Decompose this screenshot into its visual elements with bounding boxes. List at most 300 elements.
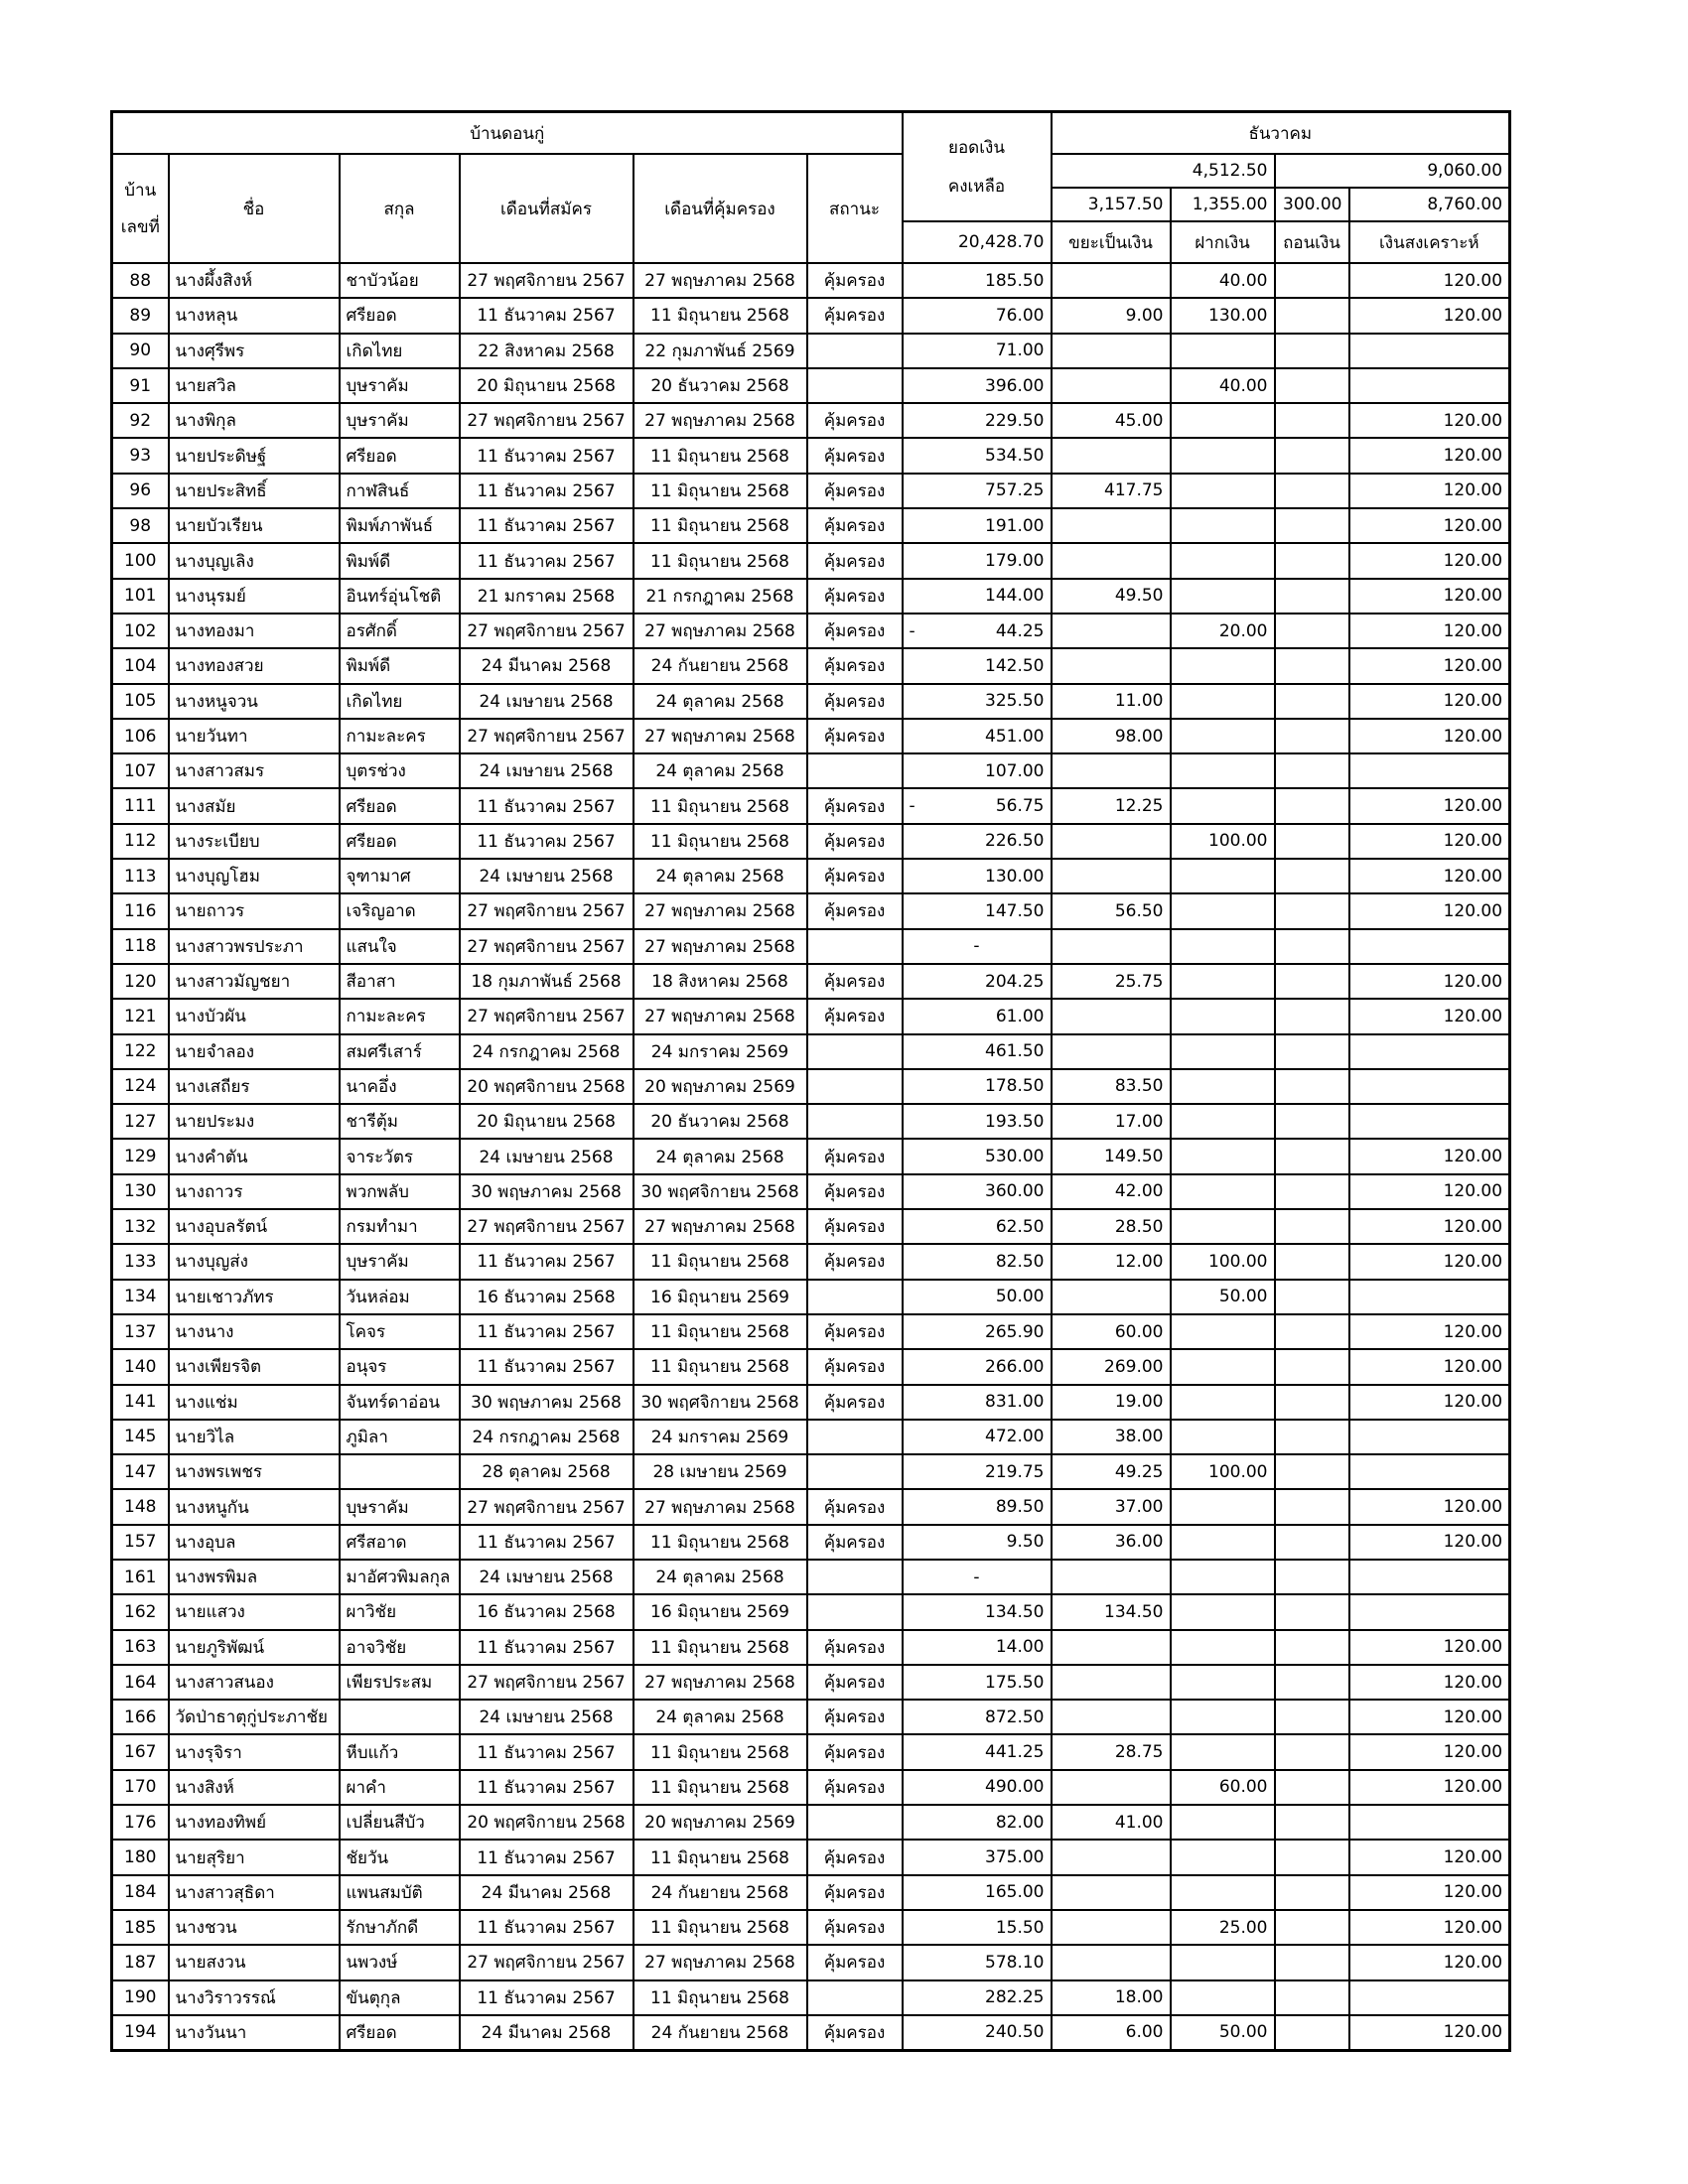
name-cell: นางอุบล [169,1525,340,1560]
surname-cell: อินทร์อุ่นโชติ [340,579,460,614]
welfare-cell: 120.00 [1349,1525,1510,1560]
welfare-cell: 120.00 [1349,1840,1510,1874]
withdraw-cell [1275,999,1349,1033]
apply-month-cell: 24 เมษายน 2568 [460,1139,633,1173]
table-row [112,1560,1510,1594]
apply-month-header: เดือนที่สมัคร [460,154,633,263]
group1-total: 4,512.50 [1052,154,1275,188]
house-no-cell: 89 [112,298,169,333]
apply-month-cell: 11 ธันวาคม 2567 [460,1734,633,1769]
withdraw-cell [1275,543,1349,578]
surname-cell: บุษราคัม [340,1489,460,1524]
withdraw-cell [1275,684,1349,719]
house-no-cell: 185 [112,1910,169,1945]
house-no-cell: 130 [112,1174,169,1209]
status-cell [807,368,903,403]
waste-money-cell: 37.00 [1052,1489,1171,1524]
name-cell: นางสาวสุธิดา [169,1875,340,1910]
apply-month-cell: 11 ธันวาคม 2567 [460,1770,633,1805]
deposit-cell [1171,1700,1275,1734]
balance-cell [903,719,1052,753]
withdraw-cell [1275,1525,1349,1560]
table-row [112,1069,1510,1104]
deposit-cell [1171,474,1275,508]
welfare-cell [1349,929,1510,964]
name-cell: นางรุจิรา [169,1734,340,1769]
withdraw-cell [1275,788,1349,823]
welfare-cell: 120.00 [1349,1875,1510,1910]
deposit-cell: 40.00 [1171,368,1275,403]
table-row [112,1700,1510,1734]
balance-value: 15.50 [995,1917,1045,1938]
apply-month-cell: 22 สิงหาคม 2568 [460,334,633,368]
withdraw-cell [1275,1910,1349,1945]
welfare-cell: 120.00 [1349,1945,1510,1979]
balance-value: 62.50 [995,1216,1045,1237]
deposit-cell [1171,1734,1275,1769]
balance-cell [903,824,1052,859]
status-cell: คุ้มครอง [807,1945,903,1979]
deposit-total: 1,355.00 [1171,188,1275,221]
balance-value: 204.25 [985,971,1045,992]
name-cell: นางพรพิมล [169,1560,340,1594]
coverage-month-cell: 24 ตุลาคม 2568 [633,859,807,893]
balance-cell [903,1174,1052,1209]
deposit-cell [1171,999,1275,1033]
table-row [112,1034,1510,1069]
name-cell: นายเชาวภัทร [169,1280,340,1314]
surname-cell: รักษาภักดี [340,1910,460,1945]
welfare-cell: 120.00 [1349,1770,1510,1805]
welfare-cell: 120.00 [1349,474,1510,508]
waste-money-cell [1052,1945,1171,1979]
table-row [112,1420,1510,1454]
balance-cell [903,1525,1052,1560]
coverage-month-cell: 11 มิถุนายน 2568 [633,474,807,508]
waste-money-cell [1052,1630,1171,1665]
waste-money-cell [1052,929,1171,964]
balance-value: 50.00 [995,1287,1045,1307]
welfare-cell [1349,1280,1510,1314]
deposit-cell [1171,788,1275,823]
house-no-cell: 116 [112,893,169,928]
apply-month-cell: 27 พฤศจิกายน 2567 [460,263,633,298]
deposit-cell [1171,1805,1275,1840]
apply-month-cell: 24 มีนาคม 2568 [460,648,633,683]
surname-cell: เกิดไทย [340,684,460,719]
status-cell: คุ้มครอง [807,1910,903,1945]
coverage-month-cell: 27 พฤษภาคม 2568 [633,893,807,928]
balance-header-line1: ยอดเงิน [948,138,1005,158]
surname-cell: สมศรีเสาร์ [340,1034,460,1069]
balance-cell [903,368,1052,403]
name-cell: นางสิงห์ [169,1770,340,1805]
house-no-cell: 112 [112,824,169,859]
house-no-cell: 96 [112,474,169,508]
welfare-cell [1349,1594,1510,1629]
house-no-cell: 133 [112,1244,169,1279]
apply-month-cell: 30 พฤษภาคม 2568 [460,1385,633,1420]
welfare-cell: 120.00 [1349,859,1510,893]
coverage-month-cell: 11 มิถุนายน 2568 [633,1349,807,1384]
apply-month-cell: 24 เมษายน 2568 [460,753,633,788]
coverage-month-cell: 28 เมษายน 2569 [633,1454,807,1489]
balance-value: 175.50 [985,1672,1045,1693]
status-cell: คุ้มครอง [807,298,903,333]
coverage-month-cell: 11 มิถุนายน 2568 [633,298,807,333]
name-cell: นายจำลอง [169,1034,340,1069]
balance-value: 831.00 [985,1392,1045,1413]
surname-cell: ผาวิชัย [340,1594,460,1629]
surname-cell: ศรียอด [340,298,460,333]
name-cell: นางสาวสนอง [169,1665,340,1700]
house-no-cell: 111 [112,788,169,823]
deposit-cell [1171,1489,1275,1524]
waste-money-cell [1052,543,1171,578]
status-cell [807,1420,903,1454]
table-header [112,112,1510,264]
name-cell: นายบัวเรียน [169,508,340,543]
balance-value: 89.50 [995,1497,1045,1518]
status-cell: คุ้มครอง [807,614,903,648]
house-no-cell: 176 [112,1805,169,1840]
surname-cell: กรมทำมา [340,1209,460,1244]
welfare-cell: 120.00 [1349,1700,1510,1734]
balance-value: 451.00 [985,726,1045,747]
apply-month-cell: 11 ธันวาคม 2567 [460,543,633,578]
table-row [112,719,1510,753]
balance-cell [903,893,1052,928]
name-cell: นางทองสวย [169,648,340,683]
deposit-cell [1171,1034,1275,1069]
apply-month-cell: 11 ธันวาคม 2567 [460,824,633,859]
status-cell [807,929,903,964]
welfare-cell: 120.00 [1349,579,1510,614]
withdraw-cell [1275,1840,1349,1874]
waste-money-cell [1052,1840,1171,1874]
balance-cell [903,2015,1052,2051]
name-cell: นางบุญเลิง [169,543,340,578]
name-cell: นางสมัย [169,788,340,823]
withdraw-cell [1275,1209,1349,1244]
withdraw-cell [1275,824,1349,859]
surname-cell: นาคอึ่ง [340,1069,460,1104]
waste-money-cell [1052,1700,1171,1734]
surname-cell: ชารีตุ้ม [340,1104,460,1139]
apply-month-cell: 27 พฤศจิกายน 2567 [460,614,633,648]
balance-value: 144.00 [985,586,1045,607]
deposit-cell [1171,1104,1275,1139]
surname-cell: ภูมิลา [340,1420,460,1454]
balance-cell [903,579,1052,614]
house-no-cell: 91 [112,368,169,403]
deposit-cell: 50.00 [1171,2015,1275,2051]
surname-cell: วันหล่อม [340,1280,460,1314]
apply-month-cell: 20 มิถุนายน 2568 [460,368,633,403]
apply-month-cell: 27 พฤศจิกายน 2567 [460,1665,633,1700]
balance-cell [903,1630,1052,1665]
status-cell [807,753,903,788]
waste-money-cell: 28.75 [1052,1734,1171,1769]
apply-month-cell: 11 ธันวาคม 2567 [460,508,633,543]
apply-month-cell: 11 ธันวาคม 2567 [460,474,633,508]
coverage-month-cell: 16 มิถุนายน 2569 [633,1594,807,1629]
name-cell: นายวันทา [169,719,340,753]
deposit-cell [1171,1314,1275,1349]
surname-cell: ขันตุกุล [340,1980,460,2015]
welfare-cell: 120.00 [1349,614,1510,648]
surname-cell: เกิดไทย [340,334,460,368]
withdraw-cell [1275,1420,1349,1454]
status-cell: คุ้มครอง [807,1244,903,1279]
welfare-cell [1349,368,1510,403]
welfare-cell: 120.00 [1349,648,1510,683]
balance-cell [903,1244,1052,1279]
balance-value: 142.50 [985,655,1045,676]
balance-value: 71.00 [995,341,1045,361]
house-no-cell: 137 [112,1314,169,1349]
house-no-cell: 180 [112,1840,169,1874]
waste-money-cell: 9.00 [1052,298,1171,333]
deposit-cell [1171,719,1275,753]
deposit-cell [1171,579,1275,614]
house-no-header [112,154,169,263]
balance-value: 325.50 [985,691,1045,712]
apply-month-cell: 24 กรกฎาคม 2568 [460,1034,633,1069]
waste-money-cell [1052,1280,1171,1314]
welfare-cell: 120.00 [1349,999,1510,1033]
apply-month-cell: 30 พฤษภาคม 2568 [460,1174,633,1209]
withdraw-cell [1275,1734,1349,1769]
deposit-cell [1171,1630,1275,1665]
welfare-cell: 120.00 [1349,1314,1510,1349]
balance-cell [903,1034,1052,1069]
table-row [112,893,1510,928]
surname-cell: เจริญอาด [340,893,460,928]
surname-cell: ศรียอด [340,788,460,823]
balance-cell [903,1314,1052,1349]
welfare-cell: 120.00 [1349,508,1510,543]
apply-month-cell: 24 มีนาคม 2568 [460,2015,633,2051]
coverage-month-cell: 27 พฤษภาคม 2568 [633,929,807,964]
welfare-cell: 120.00 [1349,1139,1510,1173]
balance-value: 147.50 [985,900,1045,921]
balance-cell [903,1489,1052,1524]
status-cell [807,1034,903,1069]
coverage-month-cell: 27 พฤษภาคม 2568 [633,263,807,298]
house-no-cell: 113 [112,859,169,893]
withdraw-cell [1275,1594,1349,1629]
deposit-cell: 100.00 [1171,1244,1275,1279]
waste-money-cell: 269.00 [1052,1349,1171,1384]
balance-cell [903,753,1052,788]
withdraw-cell [1275,753,1349,788]
withdraw-cell [1275,1349,1349,1384]
welfare-cell [1349,1980,1510,2015]
coverage-month-cell: 24 ตุลาคม 2568 [633,1560,807,1594]
waste-money-cell: 12.00 [1052,1244,1171,1279]
balance-cell [903,1875,1052,1910]
waste-money-cell [1052,999,1171,1033]
status-cell [807,1805,903,1840]
coverage-month-cell: 27 พฤษภาคม 2568 [633,1489,807,1524]
deposit-cell: 60.00 [1171,1770,1275,1805]
name-cell: นายประมง [169,1104,340,1139]
withdraw-cell [1275,1104,1349,1139]
surname-cell: แพนสมบัติ [340,1875,460,1910]
coverage-month-cell: 20 ธันวาคม 2568 [633,368,807,403]
waste-money-cell: 83.50 [1052,1069,1171,1104]
status-cell: คุ้มครอง [807,684,903,719]
surname-cell: มาอัศวพิมลกุล [340,1560,460,1594]
coverage-month-cell: 11 มิถุนายน 2568 [633,1630,807,1665]
balance-cell [903,1734,1052,1769]
house-no-cell: 121 [112,999,169,1033]
surname-cell: เปลี่ยนสีบัว [340,1805,460,1840]
house-no-cell: 107 [112,753,169,788]
house-no-cell: 194 [112,2015,169,2051]
balance-cell [903,438,1052,473]
house-no-cell: 141 [112,1385,169,1420]
waste-money-cell: 19.00 [1052,1385,1171,1420]
balance-value: 757.25 [985,480,1045,501]
balance-value: 9.50 [1006,1532,1045,1553]
welfare-cell [1349,1034,1510,1069]
name-cell: นางทองทิพย์ [169,1805,340,1840]
welfare-cell [1349,1560,1510,1594]
house-no-cell: 120 [112,964,169,999]
welfare-cell: 120.00 [1349,403,1510,438]
waste-money-cell: 42.00 [1052,1174,1171,1209]
surname-cell: จุฑามาศ [340,859,460,893]
name-cell: นายประดิษฐ์ [169,438,340,473]
apply-month-cell: 11 ธันวาคม 2567 [460,1525,633,1560]
status-cell: คุ้มครอง [807,2015,903,2051]
balance-value: 530.00 [985,1147,1045,1167]
status-cell: คุ้มครอง [807,824,903,859]
status-cell: คุ้มครอง [807,1209,903,1244]
balance-cell [903,1209,1052,1244]
table-row [112,614,1510,648]
balance-cell [903,1700,1052,1734]
name-cell: นางสาวสมร [169,753,340,788]
coverage-month-cell: 30 พฤศจิกายน 2568 [633,1385,807,1420]
coverage-month-cell: 27 พฤษภาคม 2568 [633,1209,807,1244]
deposit-cell [1171,1420,1275,1454]
balance-value: 219.75 [985,1461,1045,1482]
welfare-cell: 120.00 [1349,964,1510,999]
name-cell: นางบัวผัน [169,999,340,1033]
table-row [112,2015,1510,2051]
house-no-cell: 88 [112,263,169,298]
apply-month-cell: 11 ธันวาคม 2567 [460,1314,633,1349]
name-cell: นางนุรมย์ [169,579,340,614]
deposit-cell [1171,1525,1275,1560]
table-row [112,1314,1510,1349]
coverage-month-cell: 11 มิถุนายน 2568 [633,1770,807,1805]
waste-money-cell [1052,1875,1171,1910]
balance-value: 179.00 [985,551,1045,572]
table-row [112,1630,1510,1665]
coverage-month-cell: 11 มิถุนายน 2568 [633,1734,807,1769]
deposit-cell: 40.00 [1171,263,1275,298]
house-no-cell: 145 [112,1420,169,1454]
withdraw-cell [1275,1454,1349,1489]
table-row [112,1525,1510,1560]
coverage-month-cell: 11 มิถุนายน 2568 [633,438,807,473]
welfare-cell: 120.00 [1349,1349,1510,1384]
apply-month-cell: 11 ธันวาคม 2567 [460,1244,633,1279]
balance-cell [903,684,1052,719]
name-cell: นางหนูกัน [169,1489,340,1524]
name-cell: นางนาง [169,1314,340,1349]
name-cell: นางชวน [169,1910,340,1945]
apply-month-cell: 24 เมษายน 2568 [460,859,633,893]
withdraw-cell [1275,1560,1349,1594]
withdraw-cell [1275,298,1349,333]
waste-money-cell [1052,368,1171,403]
name-cell: นางระเบียบ [169,824,340,859]
deposit-cell [1171,1980,1275,2015]
house-no-cell: 162 [112,1594,169,1629]
surname-cell: พิมพ์ภาพันธ์ [340,508,460,543]
house-no-cell: 132 [112,1209,169,1244]
table-row [112,1770,1510,1805]
coverage-month-cell: 27 พฤษภาคม 2568 [633,999,807,1033]
table-row [112,1910,1510,1945]
name-cell: นางวันนา [169,2015,340,2051]
withdraw-cell [1275,1139,1349,1173]
surname-cell: โคจร [340,1314,460,1349]
house-no-cell: 190 [112,1980,169,2015]
waste-money-cell: 11.00 [1052,684,1171,719]
surname-cell: ชัยวัน [340,1840,460,1874]
balance-cell [903,1280,1052,1314]
deposit-cell [1171,1945,1275,1979]
balance-value: 193.50 [985,1111,1045,1132]
balance-cell [903,788,1052,823]
status-cell: คุ้มครอง [807,263,903,298]
house-no-cell: 102 [112,614,169,648]
waste-money-cell: 41.00 [1052,1805,1171,1840]
name-cell: นางศุรีพร [169,334,340,368]
deposit-cell [1171,334,1275,368]
balance-cell [903,334,1052,368]
welfare-cell: 120.00 [1349,298,1510,333]
apply-month-cell: 20 พฤศจิกายน 2568 [460,1069,633,1104]
status-cell [807,1069,903,1104]
apply-month-cell: 24 มีนาคม 2568 [460,1875,633,1910]
table-row [112,298,1510,333]
house-no-cell: 167 [112,1734,169,1769]
house-no-cell: 134 [112,1280,169,1314]
surname-cell: สีอาสา [340,964,460,999]
balance-cell [903,1349,1052,1384]
name-cell: นางบุญส่ง [169,1244,340,1279]
surname-cell: ผาคำ [340,1770,460,1805]
table-row [112,1840,1510,1874]
coverage-month-cell: 24 ตุลาคม 2568 [633,1700,807,1734]
house-no-cell: 184 [112,1875,169,1910]
house-no-cell: 187 [112,1945,169,1979]
balance-value: 490.00 [985,1777,1045,1798]
table-row [112,263,1510,298]
status-cell: คุ้มครอง [807,1314,903,1349]
waste-money-cell: 38.00 [1052,1420,1171,1454]
apply-month-cell: 11 ธันวาคม 2567 [460,438,633,473]
withdraw-cell [1275,648,1349,683]
withdraw-cell [1275,403,1349,438]
